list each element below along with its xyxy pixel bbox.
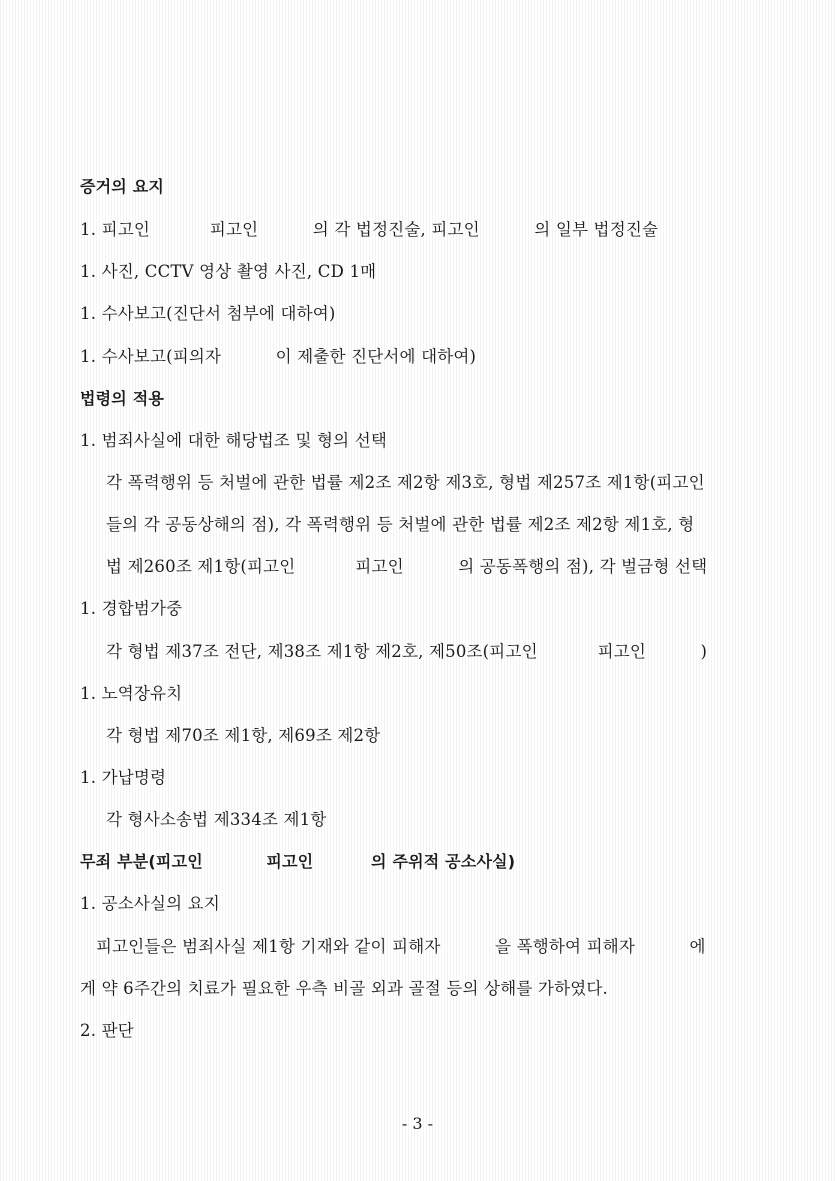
law-text: 각 형법 제70조 제1항, 제69조 제2항 [106, 726, 381, 745]
law-text: 법 제260조 제1항(피고인 피고인 의 공동폭행의 점), 각 벌금형 선택 [106, 557, 708, 576]
acquittal-text: 피고인들은 범죄사실 제1항 기재와 같이 피해자 을 폭행하여 피해자 에 [96, 937, 706, 956]
law-item: 1. 노역장유치 [80, 684, 183, 703]
acquittal-item: 1. 공소사실의 요지 [80, 894, 221, 913]
acquittal-text: 게 약 6주간의 치료가 필요한 우측 비골 외과 골절 등의 상해를 가하였다. [80, 979, 608, 998]
heading-acquittal: 무죄 부분(피고인 피고인 의 주위적 공소사실) [80, 852, 516, 871]
evidence-item: 1. 사진, CCTV 영상 촬영 사진, CD 1매 [80, 262, 377, 281]
law-text: 각 폭력행위 등 처벌에 관한 법률 제2조 제2항 제3호, 형법 제257조 제1항(피고인 [106, 473, 705, 492]
evidence-item: 1. 수사보고(진단서 첨부에 대하여) [80, 304, 336, 323]
law-item: 1. 가납명령 [80, 768, 167, 787]
heading-evidence-summary: 증거의 요지 [80, 177, 165, 196]
law-text: 들의 각 공동상해의 점), 각 폭력행위 등 처벌에 관한 법률 제2조 제2항 제1호, 형 [106, 515, 695, 534]
law-text: 각 형법 제37조 전단, 제38조 제1항 제2호, 제50조(피고인 피고인 ) [106, 642, 708, 661]
evidence-item: 1. 수사보고(피의자 이 제출한 진단서에 대하여) [80, 347, 477, 366]
heading-law-application: 법령의 적용 [80, 389, 165, 408]
law-item: 1. 경합범가중 [80, 599, 183, 618]
law-text: 각 형사소송법 제334조 제1항 [106, 810, 327, 829]
page-number: - 3 - [401, 1114, 434, 1133]
evidence-item: 1. 피고인 피고인 의 각 법정진술, 피고인 의 일부 법정진술 [80, 220, 659, 239]
acquittal-item: 2. 판단 [80, 1021, 134, 1040]
law-item: 1. 범죄사실에 대한 해당법조 및 형의 선택 [80, 431, 388, 450]
